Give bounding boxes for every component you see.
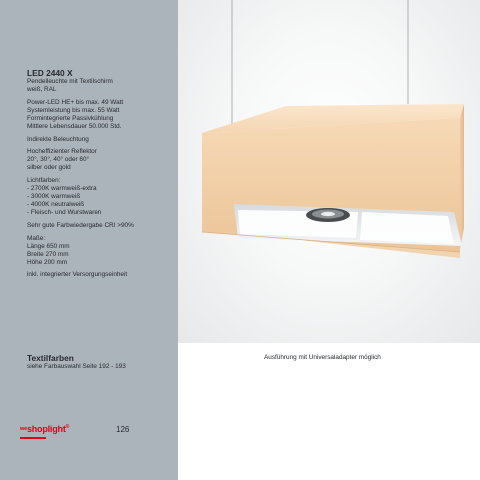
logo-registered-mark: ® [65, 424, 70, 430]
dimension-item: Breite 270 mm [27, 250, 69, 258]
light-colors-title: Lichtfarben: [27, 176, 61, 184]
pendant-lamp-illustration [178, 0, 480, 343]
shade-right-side [460, 104, 464, 250]
reflector-panel-right [360, 212, 454, 244]
textile-reference: siehe Farbauswahl Seite 192 - 193 [27, 363, 126, 370]
dimension-item: Länge 650 mm [27, 242, 70, 250]
power-line: Mittlere Lebensdauer 50.000 Std. [27, 122, 122, 130]
reflector-line: Hocheffizienter Reflektor [27, 148, 97, 156]
reflector-line: 20°, 30°, 40° oder 60° [27, 156, 90, 164]
reflector-line: silber oder gold [27, 164, 71, 172]
textile-colors-section [27, 353, 126, 371]
description-line: Pendelleuchte mit Textilschirm [27, 78, 113, 85]
light-color-item: - 2700K warmweiß-extra [27, 185, 97, 193]
dimension-item: Höhe 200 mm [27, 258, 68, 266]
power-line: Formintegrierte Passivkühlung [27, 114, 114, 122]
logo-underline [20, 437, 46, 439]
power-line: Power-LED HE+ bis max. 49 Watt [27, 98, 124, 106]
reflector-block [27, 148, 177, 172]
logo-prefix: we [20, 426, 27, 432]
brand-logo [20, 424, 69, 434]
photo-caption: Ausführung mit Universaladapter möglich [264, 354, 381, 361]
lighting-text: Indirekte Beleuchtung [27, 135, 89, 143]
light-color-item: - Fleisch- und Wurstwaren [27, 209, 102, 217]
product-title: LED 2440 X [27, 68, 73, 78]
power-block [27, 99, 177, 131]
light-colors-block [27, 177, 177, 217]
logo-name: shoplight [26, 424, 66, 434]
light-color-item: - 3000K warmweiß [27, 193, 81, 201]
cri-text: Sehr gute Farbwiedergabe CRI >90% [27, 221, 134, 229]
power-line: Systemleistung bis max. 55 Watt [27, 106, 120, 114]
description-line: weiß, RAL [27, 86, 57, 94]
textile-title: Textilfarben [27, 353, 74, 363]
product-photo [178, 0, 480, 343]
page-number: 126 [116, 425, 130, 434]
dimensions-block [27, 235, 177, 267]
ballast-text: inkl. integrierter Versorgungseinheit [27, 271, 128, 279]
led-spot-lens [321, 212, 335, 216]
dimensions-title: Maße: [27, 234, 46, 242]
light-color-item: - 4000K neutralweiß [27, 201, 85, 209]
product-specs [27, 68, 177, 279]
